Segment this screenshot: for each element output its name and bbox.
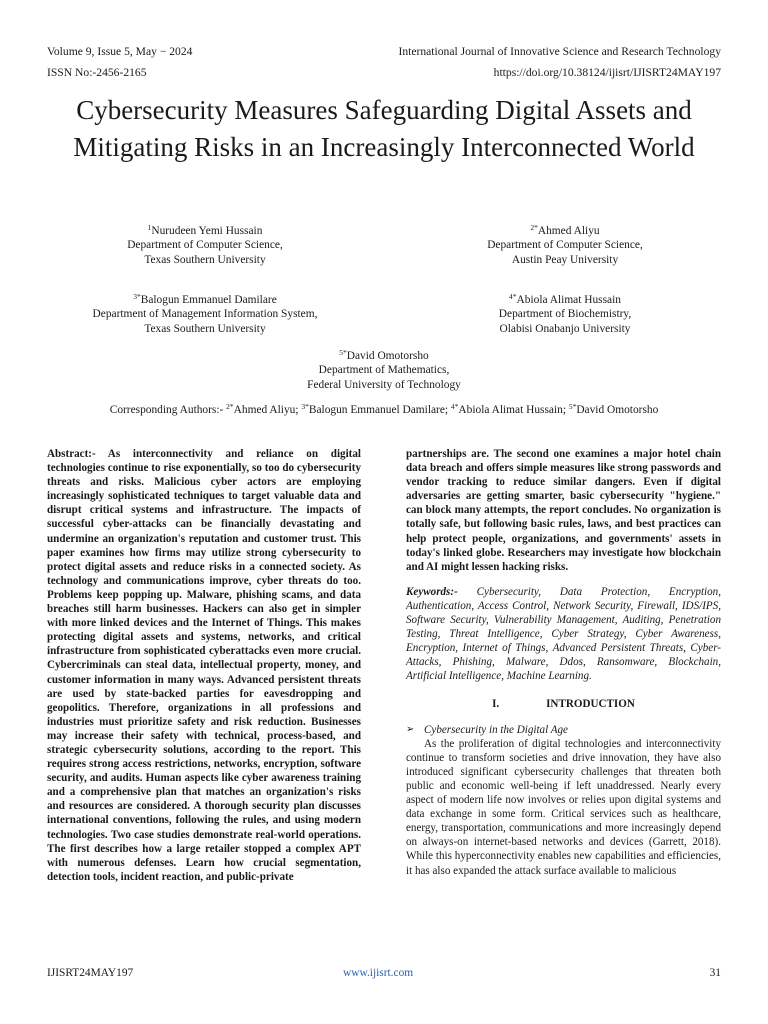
author-sup: 3* bbox=[133, 292, 141, 301]
author-univ: Federal University of Technology bbox=[307, 378, 461, 391]
author-univ: Austin Peay University bbox=[511, 253, 619, 266]
abstract-text: Abstract:- As interconnectivity and reliance on digital technologies continue to rise exponentially, so too do cybersecurity threats and risks. Malicious cyber actors are employing increasingly sophisticated techniques to target valuable data and disrupt critical systems and infrastructure. The impacts of successful cyber-attacks can be financially devastating and undermine an organization's reputation and customer trust. This paper examines how firms may utilize strong cybersecurity to protect digital assets and reduce risks in a connected society. As technology and communications improve, cyber threats do too. Problems keep popping up. Malware, phishing scams, and data breaches still harm businesses. Hackers can also get in simpler with more linked devices and the Internet of Things. This makes protecting digital assets and systems, networks, and critical infrastructure from sophisticated cyberattacks even more crucial. Cybercriminals can steal data, intellectual property, money, and customer information in many ways. Advanced persistent threats are used by state-backed parties for eavesdropping and geopolitics. Therefore, organizations in all professions and industries must prioritize safety and risk reduction. Businesses may increase their safety with technical, process-based, and strategic cybersecurity solutions, according to the report. This requires strong access restrictions, networks, encryption, software security, and audits. Human aspects like cyber awareness training and a comprehensive plan that matches an organization's risks and resources are considered. A thorough security plan discusses international conventions, following the rules, and using modern technologies. Two case studies demonstrate real-world operations. The first describes how a large retailer stopped a complex APT with numerous defenses. Learn how crucial segmentation, detection tools, incident reaction, and public-private bbox=[47, 448, 361, 883]
section-heading bbox=[406, 697, 721, 711]
author-name: Abiola Alimat Hussain bbox=[516, 294, 621, 306]
author-name: Nurudeen Yemi Hussain bbox=[151, 225, 263, 237]
author-dept: Department of Computer Science, bbox=[127, 239, 283, 252]
intro-paragraph: As the proliferation of digital technologies and interconnectivity continue to transform societies and drive innovation, they have also introduced significant cybersecurity challenges that threaten both public and economic well-being if left unaddressed. Nearly every aspect of modern life now involves or relies upon digital systems and data exchange in some form. Critical services such as healthcare, energy, transportation, communications and more increasingly depend on always-on internet-based networks and devices (Garrett, 2018). While this hyperconnectivity enables new capabilities and efficiencies, it has also expanded the attack surface available to malicious bbox=[406, 737, 721, 877]
corresponding-authors bbox=[40, 403, 728, 417]
keywords bbox=[406, 585, 721, 684]
journal-name: International Journal of Innovative Science and Research Technology bbox=[398, 45, 721, 58]
issn: ISSN No:-2456-2165 bbox=[47, 66, 147, 79]
author-dept: Department of Mathematics, bbox=[318, 364, 450, 377]
footer-paper-id: IJISRT24MAY197 bbox=[47, 967, 134, 979]
keywords-list: Cybersecurity, Data Protection, Encryption, Authentication, Access Control, Network Security, Firewall, IDS/IPS, Software Security, Vulnerability Management, Auditing, Penetration Testing, Threat Intelligence, Cyber Strategy, Cyber Awareness, Encryption, Internet of Things, Advanced Persistent Threats, Cyber-Attacks, Phishing, Malware, Ddos, Ransomware, Blockchain, Artificial Intelligence, Machine Learning. bbox=[406, 585, 722, 683]
author-sup: 3* bbox=[301, 402, 309, 411]
author-name: Balogun Emmanuel Damilare bbox=[140, 294, 277, 306]
author-affiliation-4 bbox=[415, 293, 715, 336]
author-univ: Texas Southern University bbox=[144, 253, 266, 266]
volume-info: Volume 9, Issue 5, May − 2024 bbox=[47, 45, 193, 58]
arrow-bullet-icon: ➢ bbox=[406, 723, 415, 735]
author-sup: 2* bbox=[226, 402, 234, 411]
author-sup: 2* bbox=[530, 223, 538, 232]
subsection-title: Cybersecurity in the Digital Age bbox=[424, 723, 568, 736]
author-name: Ahmed Aliyu bbox=[537, 225, 600, 237]
corresponding-author: Abiola Alimat Hussain; bbox=[458, 404, 569, 416]
author-affiliation-5 bbox=[234, 349, 534, 392]
page-number: 31 bbox=[709, 967, 721, 979]
author-affiliation-2 bbox=[415, 224, 715, 267]
left-column bbox=[47, 447, 361, 884]
author-univ: Olabisi Onabanjo University bbox=[499, 322, 631, 335]
section-title: INTRODUCTION bbox=[546, 697, 635, 710]
author-affiliation-3 bbox=[40, 293, 370, 336]
corresponding-author: Ahmed Aliyu; bbox=[233, 404, 302, 416]
section-number: I. bbox=[492, 697, 500, 710]
corresponding-prefix: Corresponding Authors:- bbox=[109, 404, 227, 416]
author-sup: 5* bbox=[568, 402, 577, 411]
subsection-heading bbox=[406, 723, 721, 737]
author-dept: Department of Biochemistry, bbox=[498, 308, 632, 321]
right-column bbox=[406, 447, 721, 878]
author-name: David Omotorsho bbox=[346, 350, 429, 362]
corresponding-author: David Omotorsho bbox=[576, 404, 659, 416]
author-sup: 4* bbox=[509, 292, 517, 301]
author-affiliation-1 bbox=[60, 224, 350, 267]
author-sup: 4* bbox=[450, 402, 459, 411]
author-univ: Texas Southern University bbox=[144, 322, 266, 335]
author-dept: Department of Computer Science, bbox=[487, 239, 643, 252]
abstract-text-continued: partnerships are. The second one examines a major hotel chain data breach and offers simple measures like strong passwords and vendor tracking to reduce similar dangers. Even if digital adversaries are getting smarter, basic cybersecurity "hygiene." can block many attempts, the report concludes. No organization is totally safe, but following basic rules, laws, and best practices can help protect people, organizations, and governments' assets in today's linked globe. Researchers may investigate how blockchain and AI might lessen hacking risks. bbox=[406, 448, 721, 573]
author-sup: 1 bbox=[147, 223, 152, 232]
author-dept: Department of Management Information System, bbox=[92, 308, 318, 321]
doi-link[interactable]: https://doi.org/10.38124/ijisrt/IJISRT24MAY197 bbox=[493, 66, 721, 79]
corresponding-author: Balogun Emmanuel Damilare; bbox=[308, 404, 451, 416]
footer-website-link[interactable]: www.ijisrt.com bbox=[343, 967, 414, 979]
keywords-label: Keywords:- bbox=[406, 585, 458, 598]
paper-title: Cybersecurity Measures Safeguarding Digital Assets and Mitigating Risks in an Increasingly Interconnected World bbox=[73, 95, 695, 162]
author-sup: 5* bbox=[339, 348, 347, 357]
